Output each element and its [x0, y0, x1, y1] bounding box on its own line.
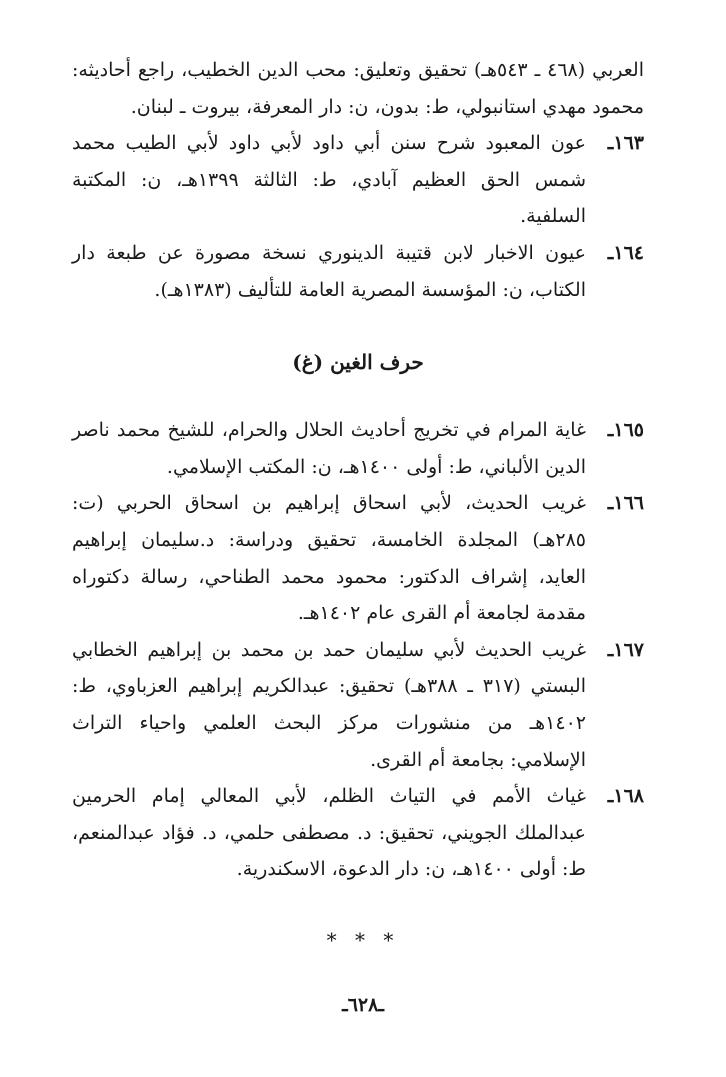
section-separator: * * * [326, 928, 400, 952]
entry-text: غريب الحديث، لأبي اسحاق إبراهيم بن اسحاق الحربي (ت: ٢٨٥هـ) المجلدة الخامسة، تحقيق ودراسة: د.سليمان إبراهيم العايد، إشراف الدكتور: محمود محمد الطناحي، رسالة دكتوراه مقدمة لجامعة أم القرى عام ١٤٠٢هـ. [72, 492, 586, 625]
entry-number: ١٦٧ـ [607, 638, 644, 661]
entry-text: عيون الاخبار لابن قتيبة الدينوري نسخة مصورة عن طبعة دار الكتاب، ن: المؤسسة المصرية العامة للتأليف (١٣٨٣هـ). [72, 241, 586, 301]
entry-number: ١٦٦ـ [607, 492, 644, 515]
bibliography-entry-166 [72, 485, 644, 631]
bibliography-entry-167 [72, 632, 644, 778]
page-number: ـ٦٢٨ـ [342, 994, 384, 1016]
entry-text: العربي (٤٦٨ ـ ٥٤٣هـ) تحقيق وتعليق: محب الدين الخطيب، راجع أحاديثه: محمود مهدي استانبولي، ط: بدون، ن: دار المعرفة، بيروت ـ لبنان. [72, 59, 644, 118]
entry-text: غريب الحديث لأبي سليمان حمد بن محمد بن إبراهيم الخطابي البستي (٣١٧ ـ ٣٨٨هـ) تحقيق: عبدالكريم إبراهيم العزباوي، ط: ١٤٠٢هـ من منشورات مركز البحث العلمي واحياء التراث الإسلامي: بجامعة أم القرى. [72, 638, 586, 771]
entry-number: ١٦٥ـ [607, 419, 644, 442]
bibliography-entry-continued [72, 52, 644, 125]
section-heading: حرف الغين (غ) [292, 350, 424, 375]
page-content [72, 52, 644, 888]
entry-number: ١٦٨ـ [607, 785, 644, 808]
bibliography-entry-163 [72, 125, 644, 235]
entry-text: عون المعبود شرح سنن أبي داود لأبي داود لأبي الطيب محمد شمس الحق العظيم آبادي، ط: الثالثة ١٣٩٩هـ، ن: المكتبة السلفية. [72, 132, 586, 228]
entry-number: ١٦٣ـ [607, 132, 644, 155]
bibliography-entry-168 [72, 778, 644, 888]
entry-text: غاية المرام في تخريج أحاديث الحلال والحرام، للشيخ محمد ناصر الدين الألباني، ط: أولى ١٤٠٠هـ، ن: المكتب الإسلامي. [72, 419, 586, 478]
bibliography-entry-164 [72, 235, 644, 308]
entry-text: غياث الأمم في التياث الظلم، لأبي المعالي إمام الحرمين عبدالملك الجويني، تحقيق: د. مصطفى حلمي، د. فؤاد عبدالمنعم، ط: أولى ١٤٠٠هـ، ن: دار الدعوة، الاسكندرية. [72, 785, 586, 881]
entry-number: ١٦٤ـ [607, 241, 644, 264]
bibliography-entry-165 [72, 412, 644, 485]
